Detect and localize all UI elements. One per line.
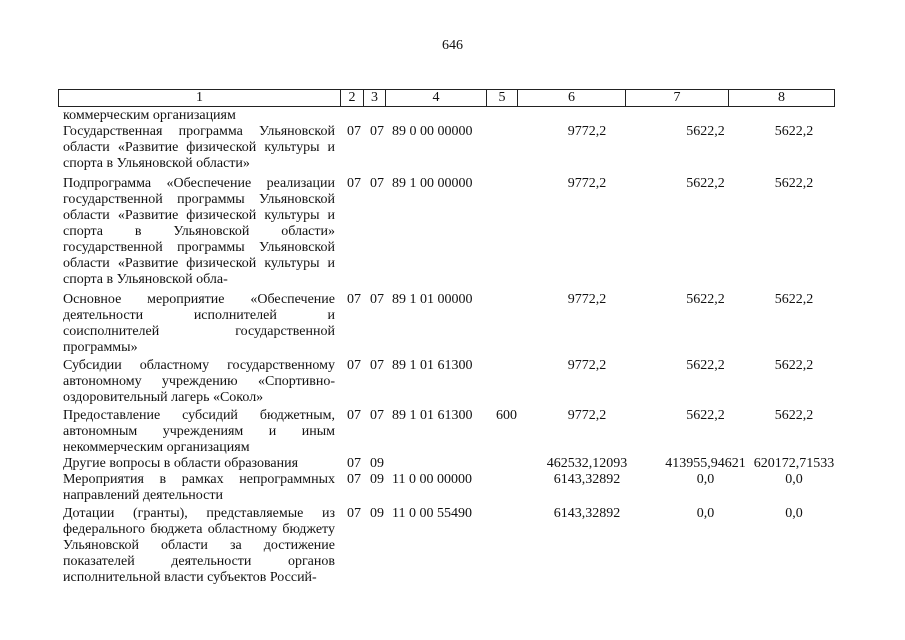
row-amount-col6: 9772,2 [567, 124, 607, 139]
column-header-7: 7 [626, 90, 729, 107]
column-header-4: 4 [386, 90, 487, 107]
row-subsection: 09 [370, 456, 384, 471]
row-amount-col6: 9772,2 [567, 408, 607, 423]
row-name: Предоставление субсидий бюджетным, автономным учреждениям и иным некоммерческим организациям [63, 408, 335, 455]
row-name: Другие вопросы в области образования [63, 456, 299, 471]
row-amount-col6: 462532,12093 [546, 456, 628, 471]
row-target-code: 11 0 00 55490 [392, 506, 472, 521]
row-name: Мероприятия в рамках непрограммных направлений деятельности [63, 472, 335, 503]
row-subsection: 07 [370, 176, 384, 191]
row-amount-col7: 5622,2 [686, 292, 725, 307]
row-section: 07 [347, 456, 361, 471]
row-subsection: 09 [370, 472, 384, 487]
row-target-code: 89 1 01 61300 [392, 358, 473, 373]
row-amount-col7: 5622,2 [686, 408, 725, 423]
row-amount-col8: 0,0 [785, 472, 803, 487]
row-subsection: 09 [370, 506, 384, 521]
table-row [58, 292, 848, 356]
row-section: 07 [347, 176, 361, 191]
column-header-3: 3 [364, 90, 386, 107]
table-row [58, 108, 848, 124]
row-name: Дотации (гранты), представляемые из федерального бюджета областному бюджету Ульяновской области за достижение показателей деятельности органов исполнительной власти субъектов Россий- [63, 506, 335, 585]
row-amount-col6: 9772,2 [567, 176, 607, 191]
row-amount-col7: 0,0 [696, 506, 715, 521]
row-amount-col8: 0,0 [785, 506, 803, 521]
row-target-code: 89 1 01 61300 [392, 408, 473, 423]
row-amount-col8: 5622,2 [774, 176, 814, 191]
table-row [58, 124, 848, 172]
row-target-code: 89 1 00 00000 [392, 176, 473, 191]
page-number: 646 [442, 38, 463, 53]
column-header-2: 2 [341, 90, 364, 107]
row-name: Основное мероприятие «Обеспечение деятельности исполнителей и соисполнителей государственной программы» [63, 292, 335, 355]
table-body [58, 108, 848, 586]
row-section: 07 [347, 358, 361, 373]
row-subsection: 07 [370, 358, 384, 373]
row-amount-col8: 5622,2 [774, 124, 814, 139]
row-amount-col7: 5622,2 [686, 358, 725, 373]
row-subsection: 07 [370, 124, 384, 139]
row-amount-col8: 5622,2 [774, 408, 814, 423]
table-row [58, 506, 848, 586]
row-name: Подпрограмма «Обеспечение реализации государственной программы Ульяновской области «Развитие физической культуры и спорта в Ульяновской области» государственной программы Ульяновской области «Развитие физической культуры и спорта в Ульяновской обла- [63, 176, 335, 287]
row-amount-col8: 5622,2 [774, 358, 814, 373]
row-target-code: 89 0 00 00000 [392, 124, 473, 139]
row-subsection: 07 [370, 292, 384, 307]
table-row [58, 408, 848, 456]
row-section: 07 [347, 506, 361, 521]
row-section: 07 [347, 124, 361, 139]
row-amount-col6: 9772,2 [567, 292, 607, 307]
table-row [58, 358, 848, 406]
row-amount-col6: 6143,32892 [553, 506, 621, 521]
row-target-code: 11 0 00 00000 [392, 472, 472, 487]
row-expense-type: 600 [496, 408, 517, 423]
row-section: 07 [347, 292, 361, 307]
row-amount-col7: 5622,2 [686, 176, 725, 191]
column-header-5: 5 [487, 90, 518, 107]
row-section: 07 [347, 472, 361, 487]
row-amount-col7: 413955,94621 [665, 456, 746, 471]
column-header-row [59, 90, 835, 107]
column-header-1: 1 [59, 90, 341, 107]
table-row [58, 176, 848, 288]
row-amount-col7: 5622,2 [686, 124, 725, 139]
column-header-8: 8 [729, 90, 835, 107]
table-row [58, 456, 848, 472]
row-amount-col8: 5622,2 [774, 292, 814, 307]
table-row [58, 472, 848, 504]
row-name: Государственная программа Ульяновской области «Развитие физической культуры и спорта в Ульяновской области» [63, 124, 335, 171]
row-section: 07 [347, 408, 361, 423]
row-name: коммерческим организациям [63, 108, 236, 123]
column-header-6: 6 [518, 90, 626, 107]
column-header-table [58, 89, 835, 107]
row-amount-col7: 0,0 [696, 472, 715, 487]
row-target-code: 89 1 01 00000 [392, 292, 473, 307]
row-amount-col8: 620172,71533 [753, 456, 835, 471]
row-amount-col6: 9772,2 [567, 358, 607, 373]
row-subsection: 07 [370, 408, 384, 423]
row-name: Субсидии областному государственному автономному учреждению «Спортивно-оздоровительный лагерь «Сокол» [63, 358, 335, 405]
row-amount-col6: 6143,32892 [553, 472, 621, 487]
